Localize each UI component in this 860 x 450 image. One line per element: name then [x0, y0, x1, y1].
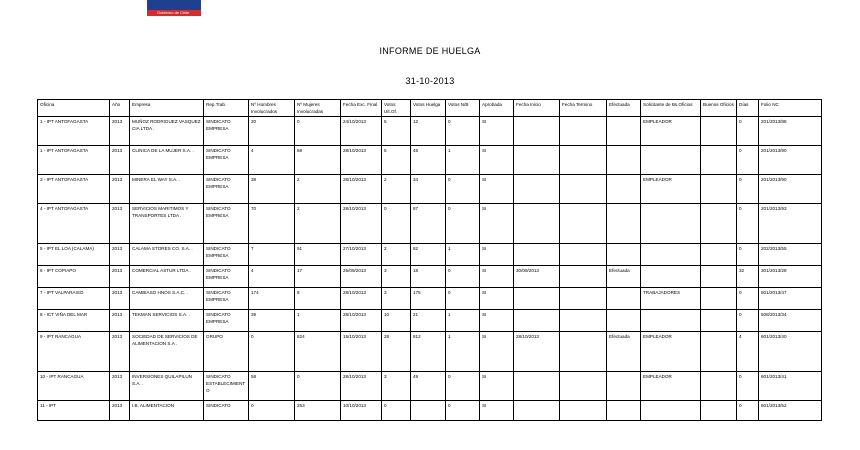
- report-title: INFORME DE HUELGA: [379, 46, 481, 56]
- table-cell: 7: [249, 244, 295, 266]
- table-cell: SINDICATO EMPRESA: [204, 288, 249, 310]
- table-cell: 8: [295, 288, 341, 310]
- table-cell: [607, 175, 641, 204]
- table-cell: SINDICATO EMPRESA: [204, 310, 249, 332]
- table-cell: 0: [446, 204, 480, 244]
- table-cell: SINDICATO EMPRESA: [204, 175, 249, 204]
- table-cell: 0: [737, 401, 759, 421]
- table-row: [38, 288, 822, 310]
- table-cell: 0: [737, 175, 759, 204]
- table-cell: 0: [446, 117, 480, 146]
- table-cell: [607, 146, 641, 175]
- table-cell: [560, 372, 607, 401]
- table-cell: [560, 288, 607, 310]
- table-row: [38, 372, 822, 401]
- table-cell: 2013: [110, 175, 130, 204]
- table-cell: 824: [295, 332, 341, 372]
- table-cell: 2: [295, 175, 341, 204]
- table-cell: 28/10/2013: [341, 288, 382, 310]
- table-cell: 2013: [110, 117, 130, 146]
- table-cell: [411, 401, 446, 421]
- table-cell: 1: [446, 332, 480, 372]
- table-cell: SI: [480, 288, 514, 310]
- table-cell: 30/09/2013: [514, 266, 560, 288]
- column-header: Fecha Exc. Final: [341, 100, 382, 117]
- table-cell: 2: [382, 244, 411, 266]
- table-cell: 0: [737, 244, 759, 266]
- table-cell: [560, 401, 607, 421]
- table-cell: 2013: [110, 332, 130, 372]
- table-cell: 812: [411, 332, 446, 372]
- table-cell: EMPLEADOR: [641, 332, 701, 372]
- column-header: Días: [737, 100, 759, 117]
- table-cell: 174: [249, 288, 295, 310]
- table-cell: 4: [737, 332, 759, 372]
- table-cell: SINDICATO: [204, 401, 249, 421]
- table-row: [38, 204, 822, 244]
- table-cell: [560, 146, 607, 175]
- table-row: [38, 244, 822, 266]
- table-cell: [701, 310, 737, 332]
- table-cell: [607, 372, 641, 401]
- table-cell: EMPLEADOR: [641, 372, 701, 401]
- table-cell: [607, 310, 641, 332]
- table-cell: [560, 244, 607, 266]
- table-cell: 1: [446, 244, 480, 266]
- table-cell: 17: [295, 266, 341, 288]
- table-cell: 27/10/2013: [341, 244, 382, 266]
- table-cell: 0: [737, 204, 759, 244]
- table-cell: 5: [382, 117, 411, 146]
- table-cell: [701, 146, 737, 175]
- logo-text: Gobierno de Chile: [147, 10, 201, 16]
- column-header: Empresa: [130, 100, 204, 117]
- table-cell: [607, 204, 641, 244]
- table-cell: SINDICATO EMPRESA: [204, 204, 249, 244]
- table-cell: [701, 332, 737, 372]
- table-cell: [701, 266, 737, 288]
- table-cell: SERVICIOS MARITIMOS Y TRANSPORTES LTDA .: [130, 204, 204, 244]
- table-cell: MUÑOZ RODRIGUEZ VASQUEZ CIA LTDA .: [130, 117, 204, 146]
- table-cell: [560, 117, 607, 146]
- table-cell: [607, 401, 641, 421]
- table-cell: 0: [446, 175, 480, 204]
- table-cell: 2013: [110, 146, 130, 175]
- table-cell: [514, 310, 560, 332]
- table-cell: 70: [249, 204, 295, 244]
- table-cell: TEKMAN SERVICIOS S.A. .: [130, 310, 204, 332]
- table-cell: [560, 266, 607, 288]
- column-header: Año: [110, 100, 130, 117]
- table-cell: SI: [480, 244, 514, 266]
- column-header: Rep.Trab.: [204, 100, 249, 117]
- column-header: Buenos Oficios: [701, 100, 737, 117]
- column-header: Fecha Termino: [560, 100, 607, 117]
- table-cell: 28/10/2013: [341, 310, 382, 332]
- table-cell: [560, 175, 607, 204]
- table-cell: [514, 146, 560, 175]
- table-cell: 32: [737, 266, 759, 288]
- table-cell: SINDICATO EMPRESA: [204, 266, 249, 288]
- table-cell: COMERCIAL ASTUR LTDA .: [130, 266, 204, 288]
- strike-table: [37, 99, 822, 421]
- table-cell: 0: [446, 266, 480, 288]
- table-row: [38, 117, 822, 146]
- table-cell: 501/2013/47: [759, 288, 822, 310]
- table-cell: I.B. ALIMENTACION: [130, 401, 204, 421]
- table-row: [38, 146, 822, 175]
- table-cell: [701, 288, 737, 310]
- table-cell: 3: [382, 266, 411, 288]
- column-header: Fecha Inicio: [514, 100, 560, 117]
- table-cell: [514, 372, 560, 401]
- table-cell: [701, 372, 737, 401]
- table-cell: 10/10/2013: [341, 401, 382, 421]
- table-cell: EMPLEADOR: [641, 175, 701, 204]
- table-cell: SI: [480, 204, 514, 244]
- table-cell: 2013: [110, 401, 130, 421]
- table-cell: 601/2013/41: [759, 372, 822, 401]
- table-cell: 91: [295, 244, 341, 266]
- table-cell: [701, 401, 737, 421]
- table-cell: 58: [249, 372, 295, 401]
- table-cell: SINDICATO EMPRESA: [204, 146, 249, 175]
- table-cell: 58: [295, 146, 341, 175]
- table-cell: 4: [249, 266, 295, 288]
- table-cell: CALAMA STORES CO. S.A. .: [130, 244, 204, 266]
- header-row: [38, 100, 822, 117]
- table-cell: TRABAJADORES: [641, 288, 701, 310]
- table-cell: 601/2013/40: [759, 332, 822, 372]
- table-cell: Efectuada: [607, 332, 641, 372]
- table-cell: 202/2013/55: [759, 244, 822, 266]
- table-cell: 0: [446, 288, 480, 310]
- table-cell: 3: [382, 372, 411, 401]
- table-row: [38, 332, 822, 372]
- table-cell: 253: [295, 401, 341, 421]
- table-cell: 2: [382, 175, 411, 204]
- table-cell: [641, 266, 701, 288]
- table-cell: MINERA EL WAY S.A. .: [130, 175, 204, 204]
- column-header: Efectuada: [607, 100, 641, 117]
- table-cell: 9 - IPT RANCAGUA: [38, 332, 110, 372]
- table-cell: 12: [411, 117, 446, 146]
- table-cell: [514, 288, 560, 310]
- table-cell: [514, 175, 560, 204]
- table-cell: SI: [480, 332, 514, 372]
- table-cell: 28/10/2013: [341, 204, 382, 244]
- report-date: 31-10-2013: [405, 76, 455, 86]
- table-cell: 0: [737, 288, 759, 310]
- table-cell: SI: [480, 401, 514, 421]
- table-cell: EMPLEADOR: [641, 117, 701, 146]
- table-cell: 18: [411, 266, 446, 288]
- table-cell: 82: [411, 244, 446, 266]
- table-row: [38, 401, 822, 421]
- table-cell: [701, 117, 737, 146]
- table-cell: 2013: [110, 372, 130, 401]
- table-cell: 15/10/2013: [341, 332, 382, 372]
- table-cell: [514, 117, 560, 146]
- table-cell: 39: [249, 310, 295, 332]
- table-cell: [641, 401, 701, 421]
- table-cell: SI: [480, 372, 514, 401]
- table-cell: 201/2013/93: [759, 204, 822, 244]
- table-cell: SI: [480, 146, 514, 175]
- table-cell: 0: [446, 401, 480, 421]
- table-cell: 175: [411, 288, 446, 310]
- table-cell: SI: [480, 117, 514, 146]
- table-cell: 201/2013/90: [759, 175, 822, 204]
- table-cell: [607, 244, 641, 266]
- table-row: [38, 175, 822, 204]
- table-cell: [641, 204, 701, 244]
- table-cell: [701, 204, 737, 244]
- table-cell: 3 - IPT ANTOFAGASTA: [38, 175, 110, 204]
- table-row: [38, 266, 822, 288]
- table-cell: [514, 204, 560, 244]
- table-cell: SI: [480, 266, 514, 288]
- table-cell: 201/2013/88: [759, 117, 822, 146]
- table-cell: 3: [382, 288, 411, 310]
- table-cell: 0: [295, 372, 341, 401]
- column-header: Votos Ult.Of.: [382, 100, 411, 117]
- table-cell: SINDICATO EMPRESA: [204, 117, 249, 146]
- column-header: Oficina: [38, 100, 110, 117]
- table-cell: Efectuada: [607, 266, 641, 288]
- table-cell: 2013: [110, 244, 130, 266]
- table-cell: [514, 401, 560, 421]
- table-cell: 34: [411, 175, 446, 204]
- table-cell: 2013: [110, 310, 130, 332]
- table-cell: 28/10/2013: [341, 372, 382, 401]
- table-row: [38, 310, 822, 332]
- table-cell: 25/09/2013: [341, 266, 382, 288]
- table-cell: 21: [411, 310, 446, 332]
- column-header: Nº Hombres Involucrados: [249, 100, 295, 117]
- table-cell: 2: [295, 204, 341, 244]
- table-cell: [641, 310, 701, 332]
- table-cell: 601/2013/52: [759, 401, 822, 421]
- table-cell: 0: [446, 372, 480, 401]
- table-cell: 28/10/2013: [341, 175, 382, 204]
- table-cell: 5 - IPT EL LOA (CALAMA): [38, 244, 110, 266]
- table-cell: 2013: [110, 204, 130, 244]
- table-cell: SINDICATO ESTABLECIMIENTO: [204, 372, 249, 401]
- table-cell: 0: [737, 117, 759, 146]
- table-cell: 0: [737, 310, 759, 332]
- table-cell: [560, 310, 607, 332]
- table-cell: 10: [382, 310, 411, 332]
- table-cell: 38: [249, 175, 295, 204]
- table-cell: 4 - IPT ANTOFAGASTA: [38, 204, 110, 244]
- table-cell: [641, 146, 701, 175]
- table-cell: SINDICATO EMPRESA: [204, 244, 249, 266]
- table-cell: [607, 288, 641, 310]
- table-cell: 45: [411, 146, 446, 175]
- table-cell: [641, 244, 701, 266]
- table-cell: [514, 244, 560, 266]
- table-cell: 2013: [110, 288, 130, 310]
- table-cell: SI: [480, 310, 514, 332]
- table-cell: 87: [411, 204, 446, 244]
- table-cell: 0: [295, 117, 341, 146]
- table-cell: 0: [382, 204, 411, 244]
- gobierno-logo: [147, 0, 201, 16]
- table-cell: 508/2013/34: [759, 310, 822, 332]
- table-cell: 0: [249, 332, 295, 372]
- table-cell: SI: [480, 175, 514, 204]
- table-cell: 1: [295, 310, 341, 332]
- table-cell: 0: [737, 146, 759, 175]
- table-cell: 24/10/2013: [341, 117, 382, 146]
- column-header: Aprobada: [480, 100, 514, 117]
- table-cell: 20: [249, 117, 295, 146]
- table-cell: 5: [382, 146, 411, 175]
- table-cell: [701, 175, 737, 204]
- table-cell: 301/2013/28: [759, 266, 822, 288]
- table-cell: 11 - IPT: [38, 401, 110, 421]
- column-header: Nº Mujeres Involucradas: [295, 100, 341, 117]
- table-cell: 1: [446, 146, 480, 175]
- table-cell: [560, 204, 607, 244]
- table-cell: 28/10/2013: [341, 146, 382, 175]
- table-cell: GRUPO: [204, 332, 249, 372]
- table-cell: [560, 332, 607, 372]
- column-header: Solicitante de Bs.Oficios: [641, 100, 701, 117]
- table-cell: 8 - ICT VIÑA DEL MAR: [38, 310, 110, 332]
- table-cell: 6 - IPT COPIAPO: [38, 266, 110, 288]
- table-cell: CAMBIASO HNOS S.A.C. .: [130, 288, 204, 310]
- table-cell: CLINICA DE LA MUJER S.A. .: [130, 146, 204, 175]
- table-cell: 49: [411, 372, 446, 401]
- table-cell: 1 - IPT ANTOFAGASTA: [38, 117, 110, 146]
- column-header: Votos N/B: [446, 100, 480, 117]
- table-cell: 7 - IPT VALPARAISO: [38, 288, 110, 310]
- table-cell: 1 - IPT ANTOFAGASTA: [38, 146, 110, 175]
- table-cell: SOCIEDAD DE SERVICIOS DE ALIMENTACION S.A .: [130, 332, 204, 372]
- table-cell: 201/2013/90: [759, 146, 822, 175]
- table-cell: 1: [446, 310, 480, 332]
- table-cell: 28/10/2013: [514, 332, 560, 372]
- table-cell: 2013: [110, 266, 130, 288]
- column-header: Votos Huelga: [411, 100, 446, 117]
- table-cell: 0: [382, 401, 411, 421]
- table-cell: 0: [249, 401, 295, 421]
- table-cell: 28: [382, 332, 411, 372]
- table-cell: 0: [737, 372, 759, 401]
- column-header: Folio NC: [759, 100, 822, 117]
- table-cell: [701, 244, 737, 266]
- table-cell: INVERSIONES QUILAPILUN S.A. .: [130, 372, 204, 401]
- table-cell: [607, 117, 641, 146]
- table-cell: 10 - IPT RANCAGUA: [38, 372, 110, 401]
- table-cell: 4: [249, 146, 295, 175]
